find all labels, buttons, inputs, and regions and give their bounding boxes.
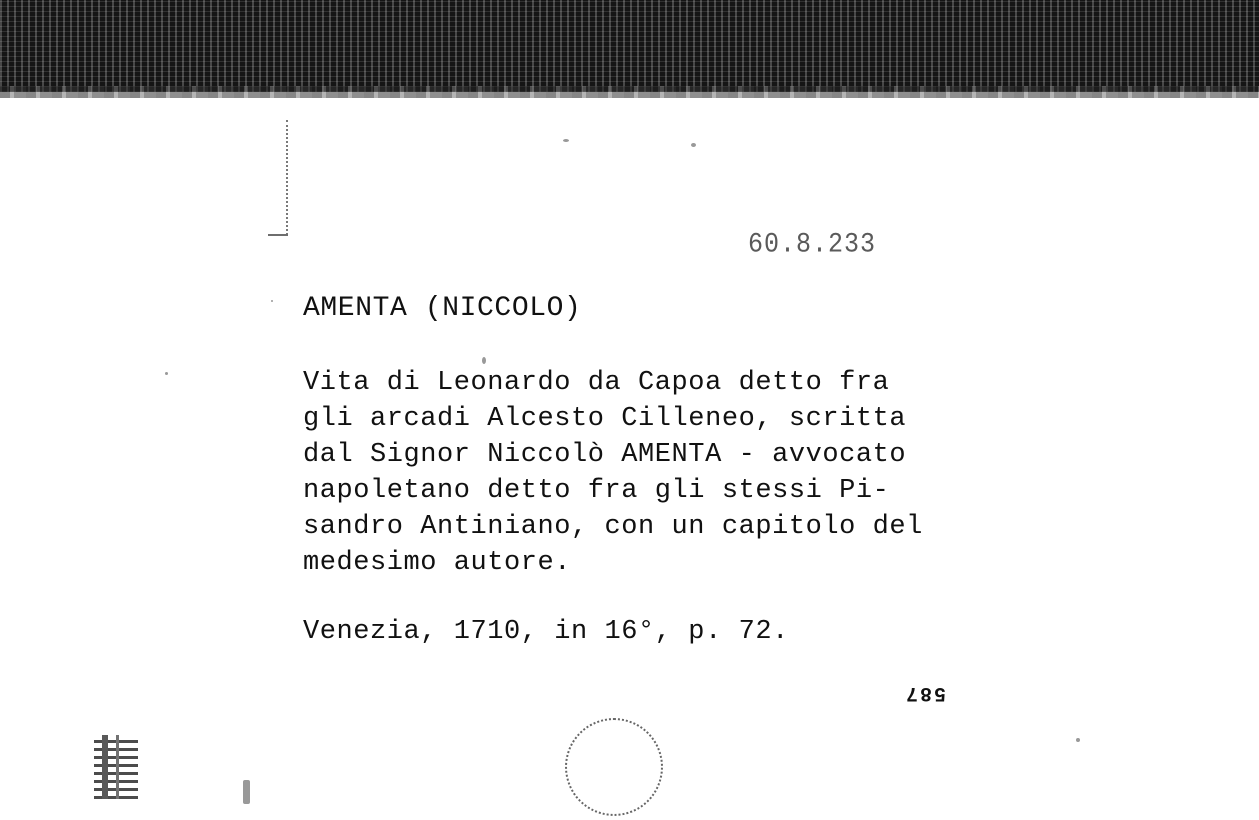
description-line: medesimo autore. <box>303 548 572 578</box>
edge-mark <box>94 735 138 799</box>
ink-speck <box>563 139 569 142</box>
card-corner-bracket <box>248 120 288 235</box>
ink-speck <box>271 300 273 302</box>
ink-speck <box>482 357 486 364</box>
description-line: napoletano detto fra gli stessi Pi- <box>303 476 890 506</box>
publication-details: Venezia, 1710, in 16°, p. 72. <box>303 617 789 647</box>
scan-dark-band <box>0 0 1259 92</box>
description-line: dal Signor Niccolò AMENTA - avvocato <box>303 440 907 470</box>
punch-hole <box>565 718 663 816</box>
description-line: Vita di Leonardo da Capoa detto fra <box>303 368 890 398</box>
ink-speck <box>691 143 696 147</box>
description-line: gli arcadi Alcesto Cilleneo, scritta <box>303 404 907 434</box>
ink-speck <box>165 372 168 375</box>
bibliographic-description <box>303 365 1023 581</box>
description-line: sandro Antiniano, con un capitolo del <box>303 512 923 542</box>
card-number: 587 <box>903 681 947 705</box>
ink-speck <box>243 780 250 804</box>
shelfmark: 60.8.233 <box>748 228 877 261</box>
scan-band-edge <box>0 86 1259 98</box>
ink-speck <box>1076 738 1080 742</box>
author-heading: AMENTA (NICCOLO) <box>303 293 582 324</box>
